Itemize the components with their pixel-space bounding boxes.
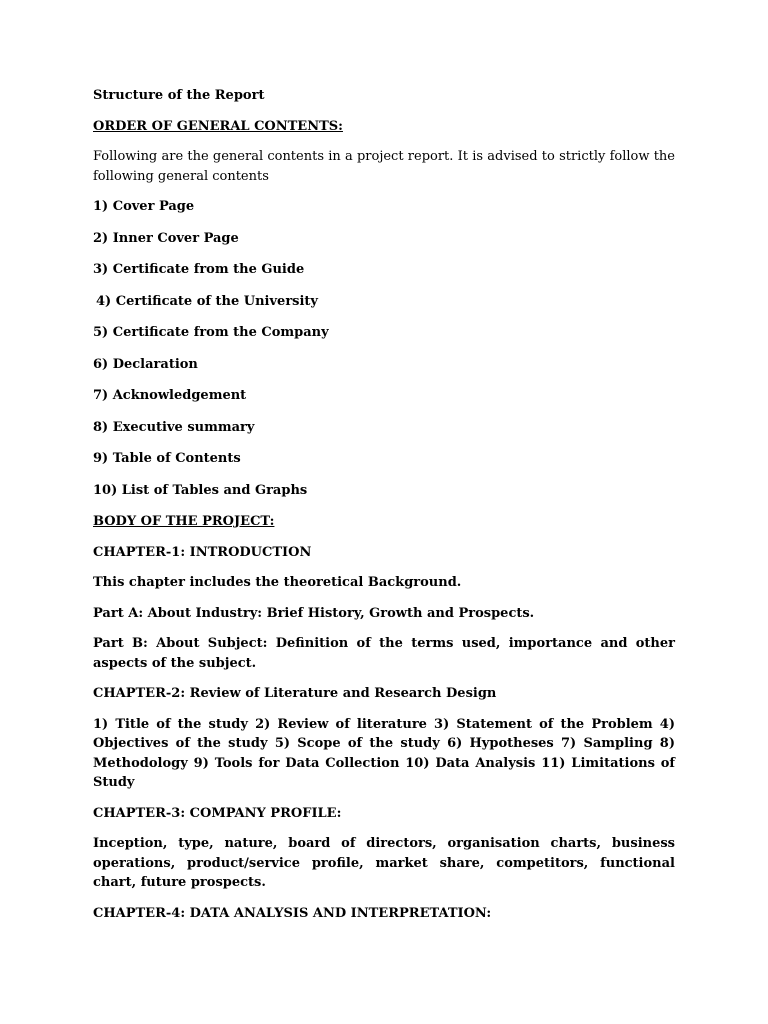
- list-item: 8) Executive summary: [93, 419, 255, 435]
- chapter3-description: Inception, type, nature, board of directors, organisation charts, business operations, product/service profile, market share, competitors, functional chart, future prospects.: [93, 836, 675, 890]
- chapter1-description: This chapter includes the theoretical Background.: [93, 575, 462, 590]
- intro-paragraph: Following are the general contents in a project report. It is advised to strictly follow the following general contents: [93, 149, 675, 184]
- list-item: 3) Certificate from the Guide: [93, 262, 305, 277]
- chapter3-heading: CHAPTER-3: COMPANY PROFILE:: [93, 805, 342, 821]
- list-item: 6) Declaration: [93, 356, 198, 372]
- list-item: 1) Cover Page: [93, 199, 195, 214]
- document-title: Structure of the Report: [93, 88, 265, 103]
- chapter2-description: 1) Title of the study 2) Review of literature 3) Statement of the Problem 4) Objectives of the study 5) Scope of the study 6) Hypotheses 7) Sampling 8) Methodology 9) Tools for Data Collection 10) Data Analysis 11) Limitations of Study: [93, 716, 675, 790]
- document-page: [93, 86, 675, 934]
- body-heading: BODY OF THE PROJECT:: [93, 514, 275, 529]
- general-contents-list: [93, 197, 675, 500]
- list-item: 4) Certificate of the University: [96, 293, 318, 309]
- chapter1-part-b: Part B: About Subject: Definition of the terms used, importance and other aspects of the subject.: [93, 636, 675, 671]
- list-item: 7) Acknowledgement: [93, 388, 247, 403]
- chapter1-heading: CHAPTER-1: INTRODUCTION: [93, 544, 312, 560]
- general-contents-heading: ORDER OF GENERAL CONTENTS:: [93, 118, 343, 134]
- list-item: 5) Certificate from the Company: [93, 325, 329, 340]
- chapter2-heading: CHAPTER-2: Review of Literature and Research Design: [93, 686, 497, 701]
- list-item: 10) List of Tables and Graphs: [93, 482, 308, 498]
- chapter1-part-a: Part A: About Industry: Brief History, Growth and Prospects.: [93, 605, 535, 621]
- list-item: 9) Table of Contents: [93, 451, 241, 466]
- chapter4-heading: CHAPTER-4: DATA ANALYSIS AND INTERPRETATION:: [93, 905, 492, 921]
- list-item: 2) Inner Cover Page: [93, 230, 239, 246]
